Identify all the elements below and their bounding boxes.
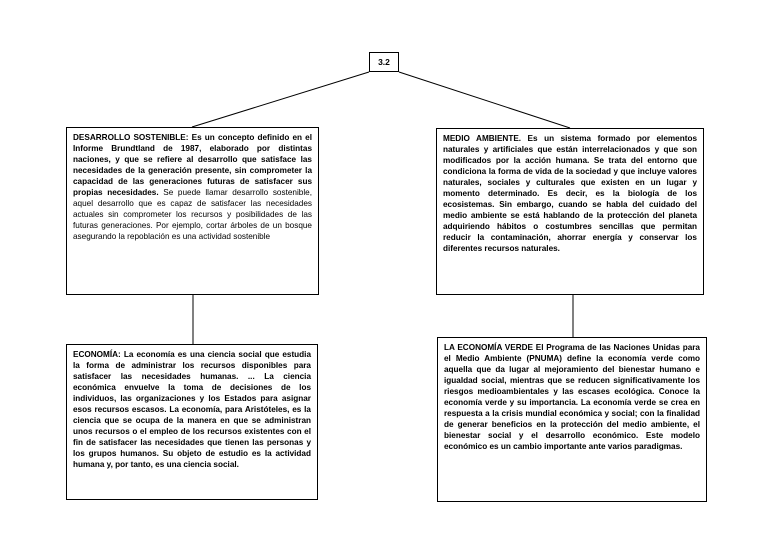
economia-text: ECONOMÍA: La economía es una ciencia social que estudia la forma de administrar los recursos disponibles para satisfacer las necesidades humanas. ... La ciencia económica envuelve la toma de decisiones de los individuos, las organizaciones y los Estados para asignar esos recursos escasos. La economía, para Aristóteles, es la ciencia que se ocupa de la manera en que se administran unos recursos o el empleo de los recursos existentes con el fin de satisfacer las necesidades que tienen las personas y los grupos humanos. Su objeto de estudio es la actividad humana y, por tanto, es una ciencia social. xyxy=(73,350,311,469)
economia-verde-text: LA ECONOMÍA VERDE El Programa de las Naciones Unidas para el Medio Ambiente (PNUMA) define la economía verde como aquella que da lugar al mejoramiento del bienestar humano e igualdad social, mientras que se reducen significativamente los riesgos medioambientales y las escases ecológica. Conoce la economía verde y su importancia. La economía verde se crea en respuesta a la crisis mundial económica y social; con la finalidad de generar beneficios en la protección del medio ambiente, el bienestar social y el desarrollo económico. Este modelo económico es un cambio importante ante varios paradigmas. xyxy=(444,343,700,451)
desarrollo-sostenible-box xyxy=(66,127,319,295)
connector-root-to-desarrollo xyxy=(192,72,369,127)
root-node xyxy=(369,52,399,72)
medio-ambiente-box xyxy=(436,128,704,295)
medio-ambiente-text: MEDIO AMBIENTE. Es un sistema formado por elementos naturales y artificiales que están interrelacionados y que son modificados por la acción humana. Se trata del entorno que condiciona la forma de vida de la sociedad y que incluye valores naturales, sociales y culturales que existen en un lugar y momento determinado. Es decir, es la biología de los ecosistemas. Sin embargo, cuando se habla del cuidado del medio ambiente se está hablando de la protección del planeta adquiriendo hábitos o costumbres sencillas que permitan reducir la contaminación, ahorrar energía y conservar los diferentes recursos naturales. xyxy=(443,134,697,253)
desarrollo-sostenible-definition: DESARROLLO SOSTENIBLE: Es un concepto definido en el Informe Brundtland de 1987, elaborado por distintas naciones, y que se refiere al desarrollo que satisface las necesidades de la generación presente, sin comprometer la capacidad de las generaciones futuras de satisfacer sus propias necesidades. xyxy=(73,133,312,197)
economia-verde-box xyxy=(437,337,707,502)
economia-box xyxy=(66,344,318,500)
connector-root-to-medio-ambiente xyxy=(399,72,570,128)
root-label: 3.2 xyxy=(378,57,390,67)
desarrollo-sostenible-explanation: Se puede llamar desarrollo sostenible, aquel desarrollo que es capaz de satisfacer las necesidades actuales sin comprometer los recursos y posibilidades de las futuras generaciones. Por ejemplo, cortar árboles de un bosque asegurando la repoblación es una actividad sostenible xyxy=(73,188,312,241)
